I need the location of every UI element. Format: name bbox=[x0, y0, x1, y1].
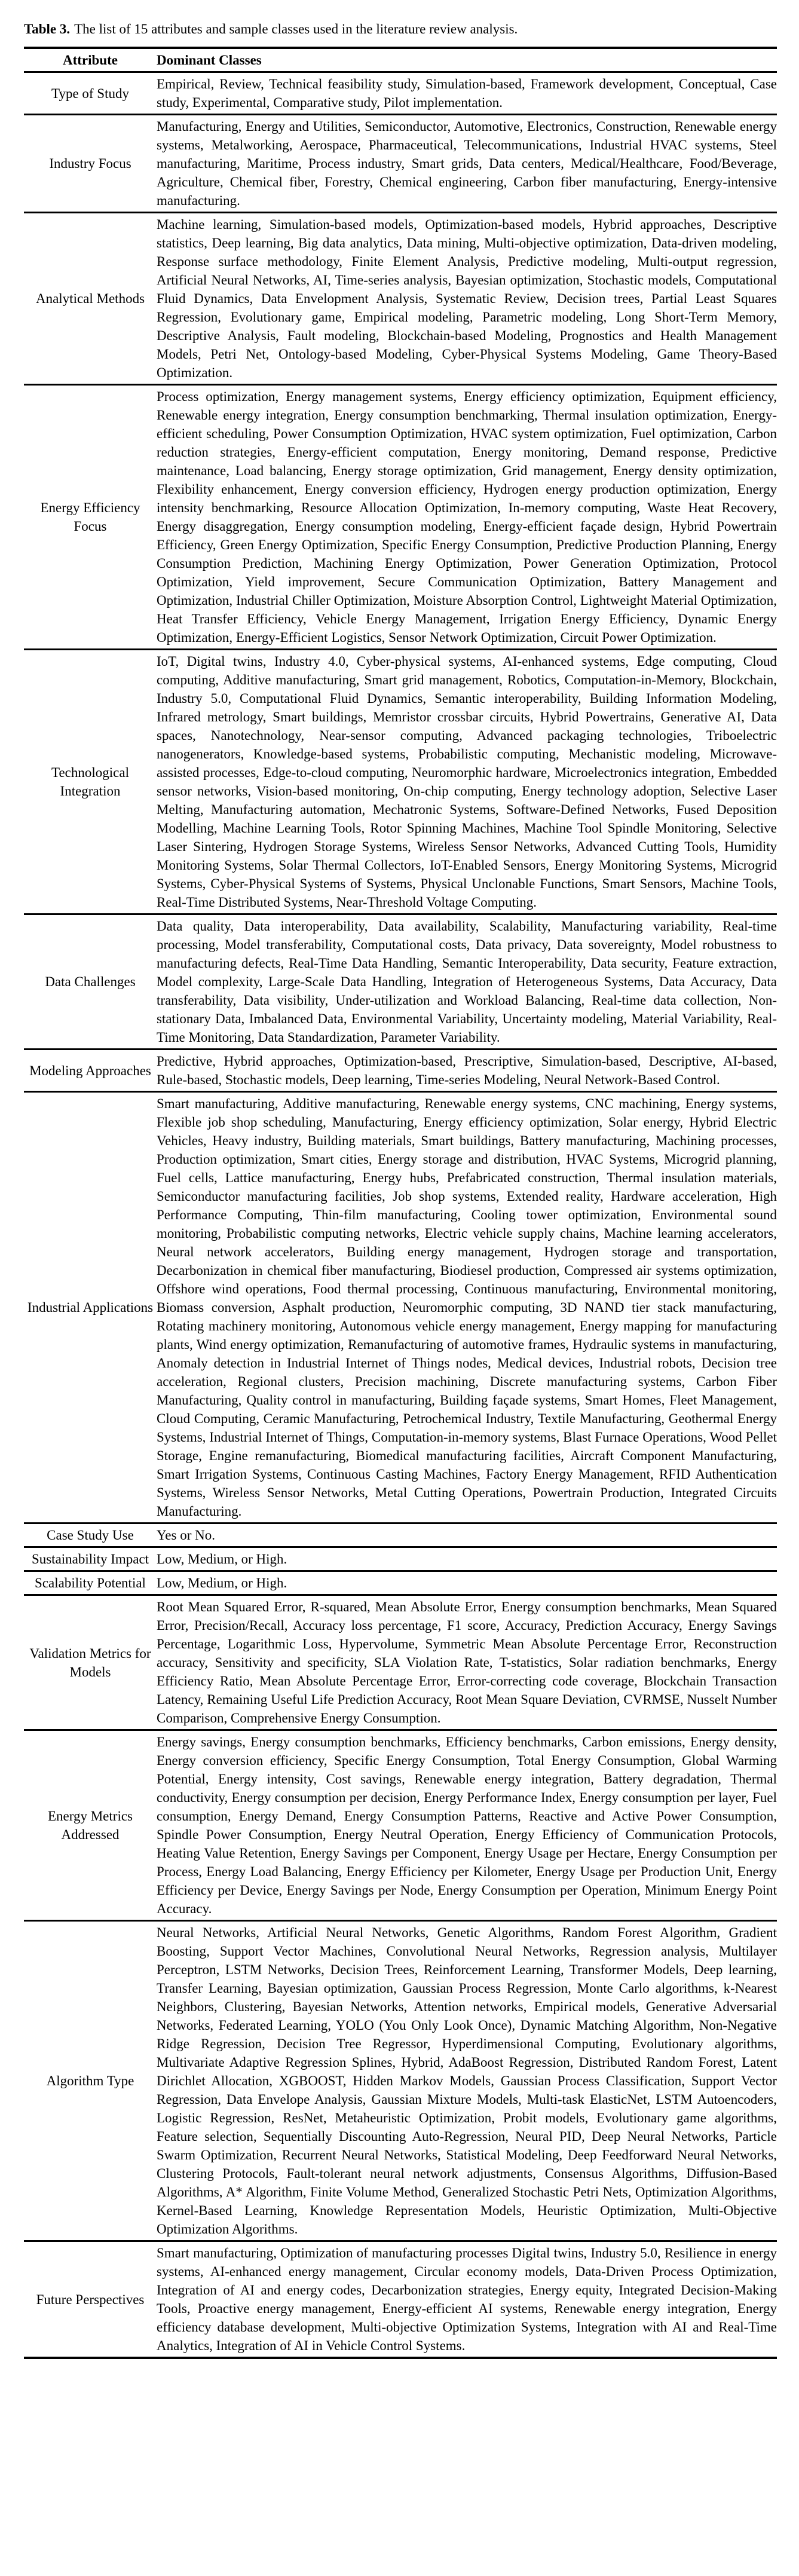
table-row-data-challenges bbox=[24, 914, 777, 1050]
table-caption bbox=[24, 20, 777, 38]
classes-cell: IoT, Digital twins, Industry 4.0, Cyber-physical systems, AI-enhanced systems, Edge computing, Cloud computing, Additive manufacturing, Smart grid management, Robotics, Computation-in-Memory, Blockchain, Industry 5.0, Computational Fluid Dynamics, Semantic interoperability, Building Information Modeling, Infrared metrology, Smart buildings, Memristor crossbar circuits, Hybrid Powertrains, Generative AI, Data spaces, Nanotechnology, Near-sensor computing, Advanced packaging technologies, Triboelectric nanogenerators, Knowledge-based systems, Probabilistic computing, Mechanistic modeling, Microwave-assisted processes, Edge-to-cloud computing, Neuromorphic hardware, Microelectronics integration, Embedded sensor networks, Vision-based monitoring, On-chip computing, Energy technology adoption, Selective Laser Melting, Manufacturing automation, Mechatronic Systems, Software-Defined Networks, Fused Deposition Modelling, Machine Learning Tools, Rotor Spinning Machines, Machine Tool Spindle Monitoring, Selective Laser Sintering, Hydrogen Storage Systems, Wireless Sensor Networks, Advanced Cutting Tools, Humidity Monitoring Systems, Solar Thermal Collectors, IoT-Enabled Sensors, Energy Monitoring Systems, Microgrid Systems, Cyber-Physical Systems of Systems, Physical Unclonable Functions, Smart Sensors, Machine Tools, Real-Time Distributed Systems, Near-Threshold Voltage Computing. bbox=[157, 650, 777, 914]
attribute-cell: Algorithm Type bbox=[24, 1921, 157, 2241]
table-row-future-perspectives bbox=[24, 2241, 777, 2358]
classes-cell: Smart manufacturing, Optimization of manufacturing processes Digital twins, Industry 5.0, Resilience in energy systems, AI-enhanced energy management, Circular economy models, Data-Driven Process Optimization, Integration of AI and energy codes, Decarbonization strategies, Energy equity, Integrated Decision-Making Tools, Proactive energy management, Energy-efficient AI systems, Renewable energy integration, Energy efficiency database development, Multi-objective Optimization Systems, Integration with AI and Real-Time Analytics, Integration of AI in Vehicle Control Systems. bbox=[157, 2245, 777, 2353]
classes-cell: Predictive, Hybrid approaches, Optimization-based, Prescriptive, Simulation-based, Descriptive, AI-based, Rule-based, Stochastic models, Deep learning, Time-series Modeling, Neural Network-Based Control. bbox=[157, 1050, 777, 1092]
classes-cell: Manufacturing, Energy and Utilities, Semiconductor, Automotive, Electronics, Construction, Renewable energy systems, Metalworking, Aerospace, Pharmaceutical, Telecommunications, Industrial HVAC systems, Steel manufacturing, Maritime, Process industry, Smart grids, Data centers, Medical/Healthcare, Food/Beverage, Agriculture, Chemical fiber, Forestry, Chemical engineering, Carbon fiber manufacturing, Energy-intensive manufacturing. bbox=[157, 115, 777, 213]
attribute-cell: Energy Efficiency Focus bbox=[24, 385, 157, 650]
column-header-dominant-classes: Dominant Classes bbox=[157, 48, 777, 72]
table-row-analytical-methods bbox=[24, 213, 777, 385]
classes-cell: Low, Medium, or High. bbox=[157, 1547, 777, 1571]
attribute-cell: Technological Integration bbox=[24, 650, 157, 914]
attribute-cell: Analytical Methods bbox=[24, 213, 157, 385]
attribute-cell: Data Challenges bbox=[24, 914, 157, 1050]
attribute-cell: Industry Focus bbox=[24, 115, 157, 213]
table-caption-label: Table 3. bbox=[24, 22, 71, 36]
table-row-modeling-approaches bbox=[24, 1050, 777, 1092]
table-row-energy-efficiency-focus bbox=[24, 385, 777, 650]
attribute-cell: Type of Study bbox=[24, 72, 157, 115]
attribute-cell: Energy Metrics Addressed bbox=[24, 1730, 157, 1921]
attribute-cell: Modeling Approaches bbox=[24, 1050, 157, 1092]
classes-cell: Low, Medium, or High. bbox=[157, 1571, 777, 1595]
classes-cell: Root Mean Squared Error, R-squared, Mean Absolute Error, Energy consumption benchmarks, Mean Squared Error, Precision/Recall, Accuracy loss percentage, F1 score, Accuracy, Prediction Accuracy, Energy Savings Percentage, Logarithmic Loss, Hypervolume, Symmetric Mean Absolute Percentage Error, Reconstruction accuracy, Sensitivity and specificity, SLA Violation Rate, T-statistics, Solar radiation benchmarks, Energy Efficiency Ratio, Mean Absolute Percentage Error, Error-correcting code coverage, Blockchain Transaction Latency, Remaining Useful Life Prediction Accuracy, Root Mean Square Deviation, CVRMSE, Nusselt Number Comparison, Comprehensive Energy Consumption. bbox=[157, 1595, 777, 1730]
classes-cell: Neural Networks, Artificial Neural Networks, Genetic Algorithms, Random Forest Algorithm, Gradient Boosting, Support Vector Machines, Convolutional Neural Networks, Regression analysis, Multilayer Perceptron, LSTM Networks, Decision Trees, Reinforcement Learning, Transformer Models, Deep learning, Transfer Learning, Bayesian optimization, Gaussian Process Regression, Monte Carlo algorithms, k-Nearest Neighbors, Clustering, Bayesian Networks, Attention networks, Empirical models, Generative Adversarial Networks, Federated Learning, YOLO (You Only Look Once), Dynamic Matching Algorithm, Non-Negative Ridge Regression, Decision Tree Regressor, Hyperdimensional Computing, Evolutionary algorithms, Multivariate Adaptive Regression Splines, Hybrid, AdaBoost Regression, Distributed Random Forest, Latent Dirichlet Allocation, XGBOOST, Hidden Markov Models, Gaussian Process Classification, Support Vector Regression, Data Envelope Analysis, Gaussian Mixture Models, Multi-task ElasticNet, LSTM Autoencoders, Logistic Regression, ResNet, Metaheuristic Optimization, Probit models, Evolutionary game algorithms, Feature selection, Sequentially Discounting Auto-Regression, Neural PID, Deep Neural Networks, Particle Swarm Optimization, Recurrent Neural Networks, Statistical Modeling, Deep Feedforward Neural Networks, Clustering Protocols, Fault-tolerant neural network adjustments, Consensus Algorithms, Diffusion-Based Algorithms, A* Algorithm, Finite Volume Method, Generalized Stochastic Petri Nets, Optimization Algorithms, Kernel-Based Learning, Knowledge Representation Models, Heuristic Optimization, Multi-Objective Optimization Algorithms. bbox=[157, 1921, 777, 2241]
attribute-cell: Scalability Potential bbox=[24, 1571, 157, 1595]
attribute-cell: Case Study Use bbox=[24, 1523, 157, 1547]
table-row-case-study-use bbox=[24, 1523, 777, 1547]
table-row-energy-metrics-addressed bbox=[24, 1730, 777, 1921]
attribute-cell: Future Perspectives bbox=[36, 2292, 145, 2307]
classes-cell: Machine learning, Simulation-based models, Optimization-based models, Hybrid approaches, Descriptive statistics, Deep learning, Big data analytics, Data mining, Multi-objective optimization, Data-driven modeling, Response surface methodology, Finite Element Analysis, Predictive modeling, Multi-output regression, Artificial Neural Networks, AI, Time-series analysis, Bayesian optimization, Stochastic models, Computational Fluid Dynamics, Data Envelopment Analysis, Systematic Review, Decision trees, Partial Least Squares Regression, Evolutionary game, Empirical modeling, Parametric modeling, Long Short-Term Memory, Descriptive Analysis, Fault modeling, Blockchain-based Modeling, Prognostics and Health Management Models, Petri Net, Ontology-based Modeling, Cyber-Physical Systems Modeling, Game Theory-Based Optimization. bbox=[157, 213, 777, 385]
classes-cell: Process optimization, Energy management systems, Energy efficiency optimization, Equipment efficiency, Renewable energy integration, Energy consumption benchmarking, Thermal insulation optimization, Energy-efficient scheduling, Power Consumption Optimization, HVAC system optimization, Fuel optimization, Carbon reduction strategies, Energy-efficient computation, Energy monitoring, Demand response, Predictive maintenance, Load balancing, Energy storage optimization, Grid management, Energy density optimization, Flexibility enhancement, Energy conversion efficiency, Hydrogen energy production optimization, Energy intensity benchmarking, Resource Allocation Optimization, In-memory computing, Waste Heat Recovery, Energy disaggregation, Energy consumption modeling, Energy-efficient façade design, Hybrid Powertrain Efficiency, Green Energy Optimization, Specific Energy Consumption, Predictive Production Planning, Energy Consumption Prediction, Machining Energy Optimization, Power Generation Optimization, Protocol Optimization, Yield improvement, Secure Communication Optimization, Battery Management and Optimization, Industrial Chiller Optimization, Moisture Absorption Control, Lightweight Material Optimization, Heat Transfer Efficiency, Vehicle Energy Management, Irrigation Energy Efficiency, Dynamic Energy Optimization, Energy-Efficient Logistics, Sensor Network Optimization, Circuit Power Optimization. bbox=[157, 385, 777, 650]
table-row-industry-focus bbox=[24, 115, 777, 213]
table-row-type-of-study bbox=[24, 72, 777, 115]
attributes-table bbox=[24, 47, 777, 2359]
attribute-cell: Sustainability Impact bbox=[24, 1547, 157, 1571]
table-caption-text: The list of 15 attributes and sample classes used in the literature review analysis. bbox=[74, 22, 518, 36]
classes-cell: Smart manufacturing, Additive manufacturing, Renewable energy systems, CNC machining, Energy systems, Flexible job shop scheduling, Manufacturing, Energy efficiency optimization, Solar energy, Hybrid Electric Vehicles, Heavy industry, Building materials, Smart buildings, Battery manufacturing, Machining processes, Production optimization, Smart cities, Energy storage and distribution, HVAC Systems, Microgrid planning, Fuel cells, Lattice manufacturing, Energy hubs, Prefabricated construction, Thermal insulation materials, Semiconductor manufacturing facilities, Job shop systems, Extended reality, Hardware acceleration, High Performance Computing, Thin-film manufacturing, Cooling tower optimization, Environmental sound monitoring, Probabilistic computing networks, Electric vehicle supply chains, Machine learning accelerators, Neural network accelerators, Building energy management, Hydrogen storage and transportation, Decarbonization in chemical fiber manufacturing, Biodiesel production, Compressed air systems optimization, Offshore wind operations, Food thermal processing, Continuous manufacturing, Environmental monitoring, Biomass conversion, Asphalt production, Neuromorphic computing, 3D NAND tier stack manufacturing, Rotating machinery monitoring, Autonomous vehicle energy management, Energy mapping for manufacturing plants, Wind energy optimization, Remanufacturing of automotive frames, Hydraulic systems in manufacturing, Anomaly detection in Industrial Internet of Things nodes, Medical devices, Industrial robots, Decision tree acceleration, Regional clusters, Precision machining, Discrete manufacturing systems, Carbon Fiber Manufacturing, Quality control in manufacturing, Building façade systems, Smart Homes, Fleet Management, Cloud Computing, Ceramic Manufacturing, Petrochemical Industry, Textile Manufacturing, Geothermal Energy Systems, Industrial Internet of Things, Computation-in-memory systems, Blast Furnace Operations, Wood Pellet Storage, Engine remanufacturing, Biomedical manufacturing facilities, Aircraft Component Manufacturing, Smart Irrigation Systems, Continuous Casting Machines, Factory Energy Management, RFID Authentication Systems, Wireless Sensor Networks, Metal Cutting Operations, Powertrain Production, Integrated Circuits Manufacturing. bbox=[157, 1092, 777, 1523]
table-row-technological-integration bbox=[24, 650, 777, 914]
attribute-cell: Industrial Applications bbox=[24, 1092, 157, 1523]
column-header-attribute: Attribute bbox=[24, 48, 157, 72]
table-header-row bbox=[24, 48, 777, 72]
classes-cell: Data quality, Data interoperability, Data availability, Scalability, Manufacturing variability, Real-time processing, Model transferability, Computational costs, Data privacy, Data sovereignty, Model robustness to manufacturing defects, Real-Time Data Handling, Semantic Interoperability, Data security, Feature extraction, Model complexity, Large-Scale Data Handling, Integration of Heterogeneous Systems, Data Accuracy, Data transferability, Data visibility, Under-utilization and Workload Balancing, Real-time data collection, Non-stationary Data, Imbalanced Data, Environmental Variability, Uncertainty modeling, Material Variability, Real-Time Monitoring, Data Standardization, Parameter Variability. bbox=[157, 914, 777, 1050]
table-row-sustainability-impact bbox=[24, 1547, 777, 1571]
classes-cell: Energy savings, Energy consumption benchmarks, Efficiency benchmarks, Carbon emissions, Energy density, Energy conversion efficiency, Specific Energy Consumption, Total Energy Consumption, Global Warming Potential, Energy intensity, Cost savings, Renewable energy integration, Battery degradation, Thermal conductivity, Energy consumption per decision, Energy Performance Index, Energy consumption per layer, Fuel consumption, Energy Demand, Energy Consumption Patterns, Reactive and Active Power Consumption, Spindle Power Consumption, Energy Neutral Operation, Energy Efficiency of Communication Protocols, Heating Value Retention, Energy Savings per Component, Energy Usage per Hectare, Energy Consumption per Process, Energy Load Balancing, Energy Efficiency per Kilometer, Energy Usage per Production Unit, Energy Efficiency per Device, Energy Savings per Node, Energy Consumption per Operation, Minimum Energy Point Accuracy. bbox=[157, 1730, 777, 1921]
table-row-industrial-applications bbox=[24, 1092, 777, 1523]
table-row-validation-metrics bbox=[24, 1595, 777, 1730]
table-row-scalability-potential bbox=[24, 1571, 777, 1595]
table-row-algorithm-type bbox=[24, 1921, 777, 2241]
classes-cell: Empirical, Review, Technical feasibility study, Simulation-based, Framework development, Conceptual, Case study, Experimental, Comparative study, Pilot implementation. bbox=[157, 72, 777, 115]
attribute-cell: Validation Metrics for Models bbox=[24, 1595, 157, 1730]
classes-cell: Yes or No. bbox=[157, 1523, 777, 1547]
